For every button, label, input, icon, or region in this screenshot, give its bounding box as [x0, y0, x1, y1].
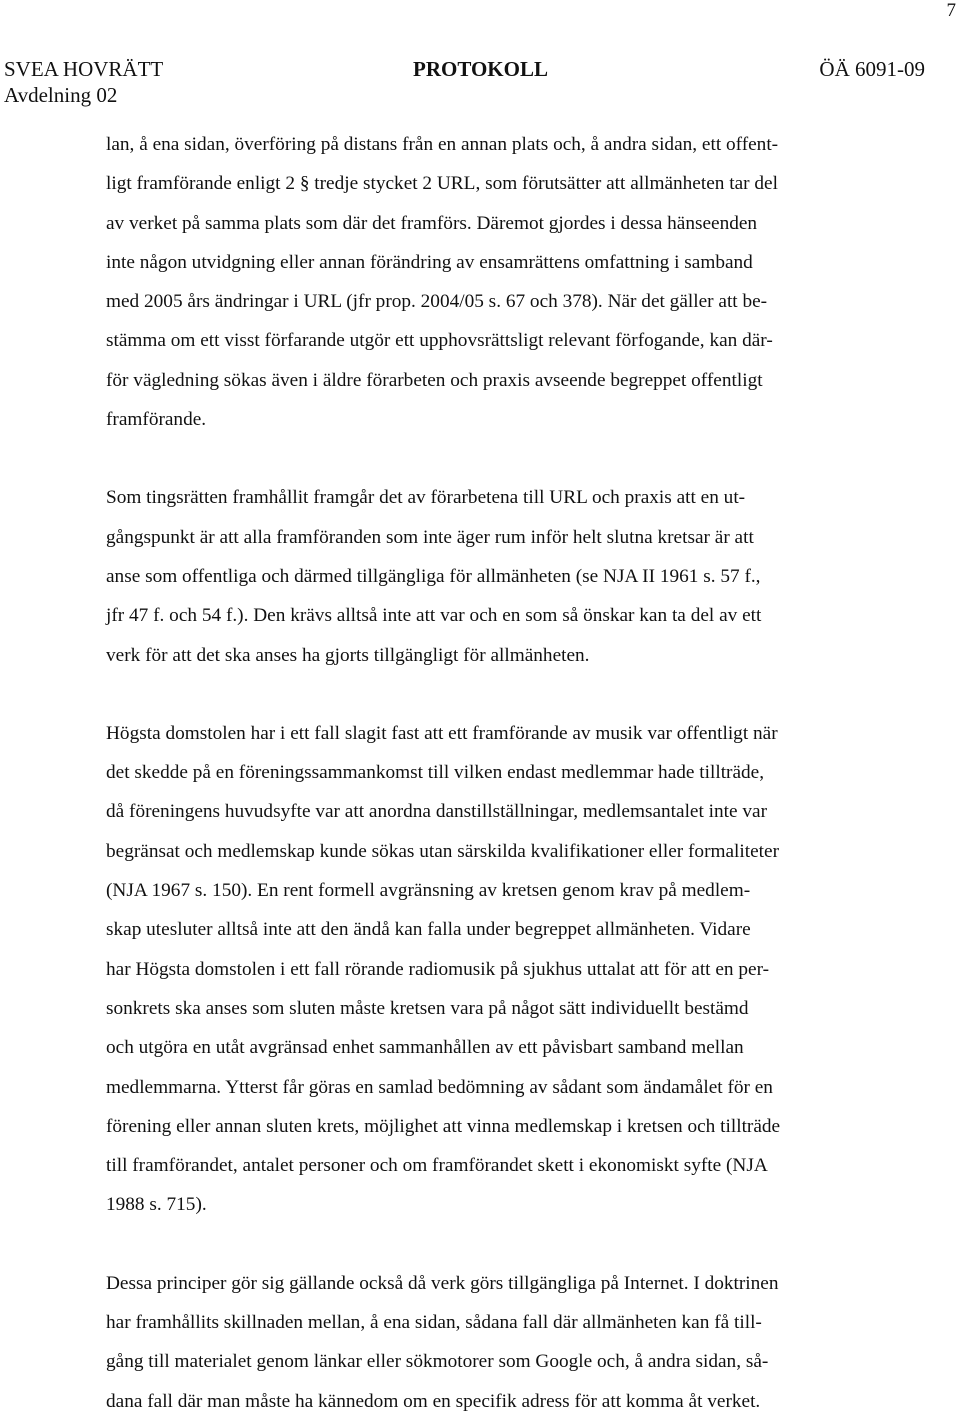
text-line: inte någon utvidgning eller annan förändring av ensamrättens omfattning i samband — [106, 251, 753, 273]
text-line: har Högsta domstolen i ett fall rörande radiomusik på sjukhus uttalat att för att en per- — [106, 958, 770, 980]
text-line: till framförandet, antalet personer och om framförandet skett i ekonomiskt syfte (NJA — [106, 1155, 768, 1177]
text-line: ligt framförande enligt 2 § tredje stycket 2 URL, som förutsätter att allmänheten tar del — [106, 173, 778, 195]
text-line: Högsta domstolen har i ett fall slagit fast att ett framförande av musik var offentligt när — [106, 722, 778, 744]
text-line: förening eller annan sluten krets, möjlighet att vinna medlemskap i kretsen och tillträde — [106, 1115, 781, 1137]
text-line: med 2005 års ändringar i URL (jfr prop. 2004/05 s. 67 och 378). När det gäller att be- — [106, 291, 768, 313]
text-line: gångspunkt är att alla framföranden som inte äger rum inför helt slutna kretsar är att — [106, 526, 754, 548]
paragraph — [106, 1264, 898, 1421]
text-line: gång till materialet genom länkar eller sökmotorer som Google och, å andra sidan, så- — [106, 1351, 769, 1373]
text-line: dana fall där man måste ha kännedom om en specifik adress för att komma åt verket. — [106, 1390, 761, 1412]
text-line: skap utesluter alltså inte att den ändå kan falla under begreppet allmänheten. Vidare — [106, 919, 751, 941]
paragraph — [106, 125, 898, 439]
document-header — [4, 55, 925, 107]
text-line: Dessa principer gör sig gällande också då verk görs tillgängliga på Internet. I doktrinen — [106, 1272, 779, 1294]
text-line: anse som offentliga och därmed tillgängliga för allmänheten (se NJA II 1961 s. 57 f., — [106, 565, 761, 587]
text-line: 1988 s. 715). — [106, 1194, 207, 1216]
text-line: (NJA 1967 s. 150). En rent formell avgränsning av kretsen genom krav på medlem- — [106, 880, 751, 902]
text-line: jfr 47 f. och 54 f.). Den krävs alltså inte att var och en som så önskar kan ta del av ett — [106, 605, 762, 627]
text-line: då föreningens huvudsyfte var att anordna danstillställningar, medlemsantalet inte var — [106, 801, 768, 823]
text-line: har framhållits skillnaden mellan, å ena sidan, sådana fall där allmänheten kan få till- — [106, 1312, 762, 1334]
page-number: 7 — [946, 0, 956, 21]
text-line: lan, å ena sidan, överföring på distans från en annan plats och, å andra sidan, ett offent- — [106, 134, 779, 155]
document-body — [106, 125, 898, 1421]
paragraph — [106, 714, 898, 1225]
text-line: det skedde på en föreningssammankomst till vilken endast medlemmar hade tillträde, — [106, 762, 765, 784]
text-line: medlemmarna. Ytterst får göras en samlad bedömning av sådant som ändamålet för en — [106, 1076, 773, 1098]
case-number: ÖÄ 6091-09 — [819, 57, 925, 81]
text-line: verk för att det ska anses ha gjorts tillgängligt för allmänheten. — [106, 644, 590, 666]
text-line: begränsat och medlemskap kunde sökas utan särskilda kvalifikationer eller formaliteter — [106, 840, 780, 862]
text-line: sonkrets ska anses som sluten måste kretsen vara på något sätt individuellt bestämd — [106, 997, 749, 1019]
paragraph — [106, 478, 898, 674]
text-line: av verket på samma plats som där det framförs. Däremot gjordes i dessa hänseenden — [106, 212, 758, 234]
text-line: och utgöra en utåt avgränsad enhet sammanhållen av ett påvisbart samband mellan — [106, 1037, 744, 1059]
text-line: framförande. — [106, 409, 207, 431]
document-title: PROTOKOLL — [413, 57, 548, 81]
text-line: Som tingsrätten framhållit framgår det av förarbetena till URL och praxis att en ut- — [106, 487, 746, 509]
text-line: stämma om ett visst förfarande utgör ett upphovsrättsligt relevant förfogande, kan där- — [106, 330, 773, 352]
court-name: SVEA HOVRÄTT — [4, 57, 164, 81]
division-name: Avdelning 02 — [4, 83, 118, 107]
text-line: för vägledning sökas även i äldre förarbeten och praxis avseende begreppet offentligt — [106, 369, 763, 391]
